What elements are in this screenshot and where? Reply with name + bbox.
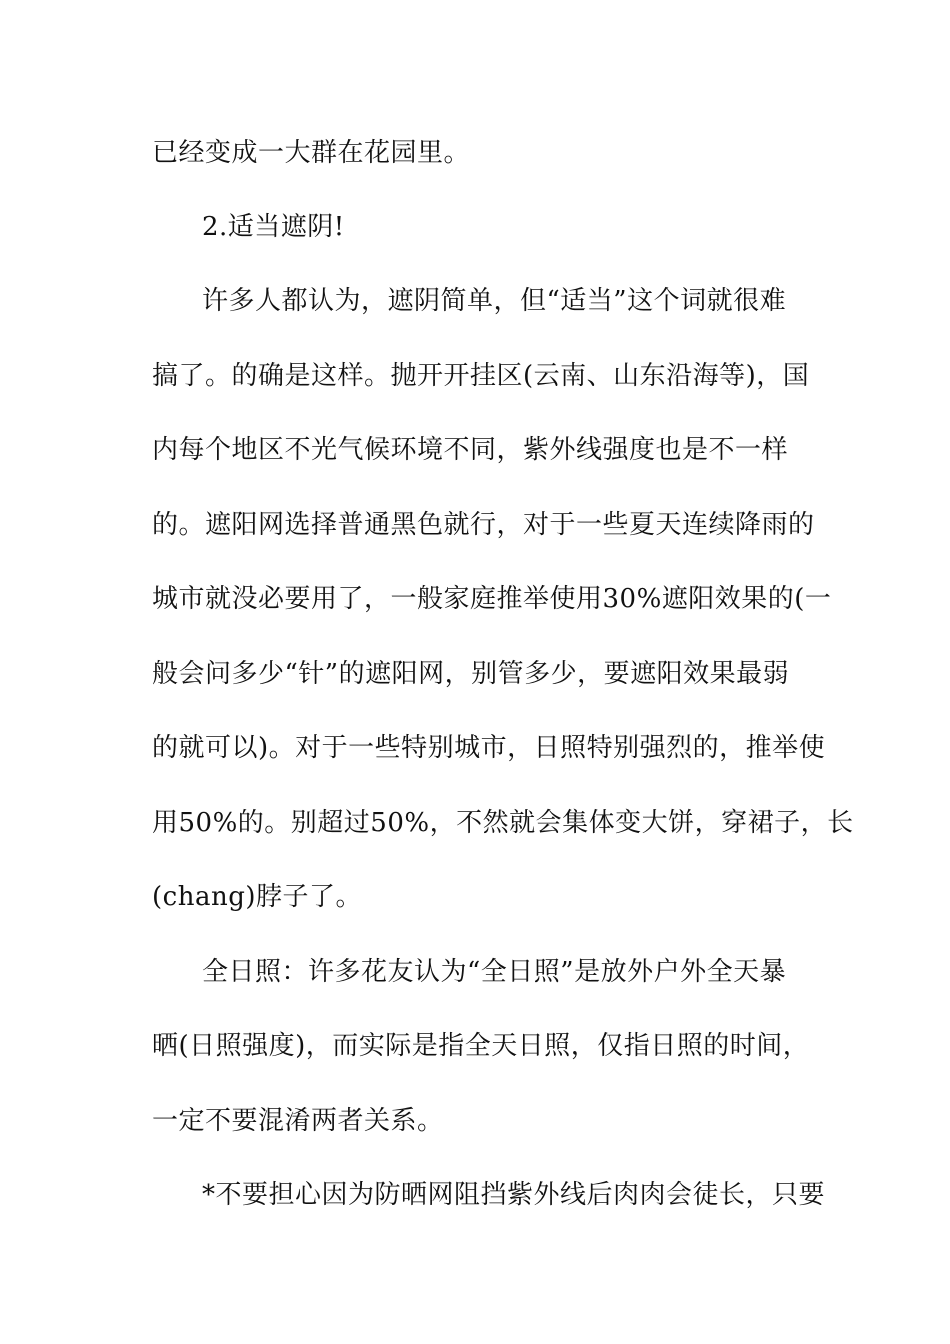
text-line: 搞了。的确是这样。抛开开挂区(云南、山东沿海等)，国: [152, 361, 810, 391]
text-line: *不要担心因为防晒网阻挡紫外线后肉肉会徒长，只要: [202, 1180, 826, 1210]
text-line: 一定不要混淆两者关系。: [152, 1106, 444, 1136]
text-line: 许多人都认为，遮阴简单，但“适当”这个词就很难: [202, 286, 787, 316]
text-line: 已经变成一大群在花园里。: [152, 138, 471, 168]
text-line: 用50%的。别超过50%，不然就会集体变大饼，穿裙子，长: [152, 808, 854, 838]
section-heading: 2.适当遮阴!: [202, 212, 345, 242]
text-line: 的就可以)。对于一些特别城市，日照特别强烈的，推举使: [152, 733, 826, 763]
text-line: 内每个地区不光气候环境不同，紫外线强度也是不一样: [152, 435, 789, 465]
text-line: (chang)脖子了。: [152, 882, 362, 912]
text-line: 城市就没必要用了，一般家庭推举使用30%遮阳效果的(一: [152, 584, 832, 614]
text-line: 的。遮阳网选择普通黑色就行，对于一些夏天连续降雨的: [152, 510, 815, 540]
text-line: 全日照：许多花友认为“全日照”是放外户外全天暴: [202, 957, 787, 987]
text-line: 晒(日照强度)，而实际是指全天日照，仅指日照的时间，: [152, 1031, 810, 1061]
text-line: 般会问多少“针”的遮阳网，别管多少，要遮阳效果最弱: [152, 659, 790, 689]
